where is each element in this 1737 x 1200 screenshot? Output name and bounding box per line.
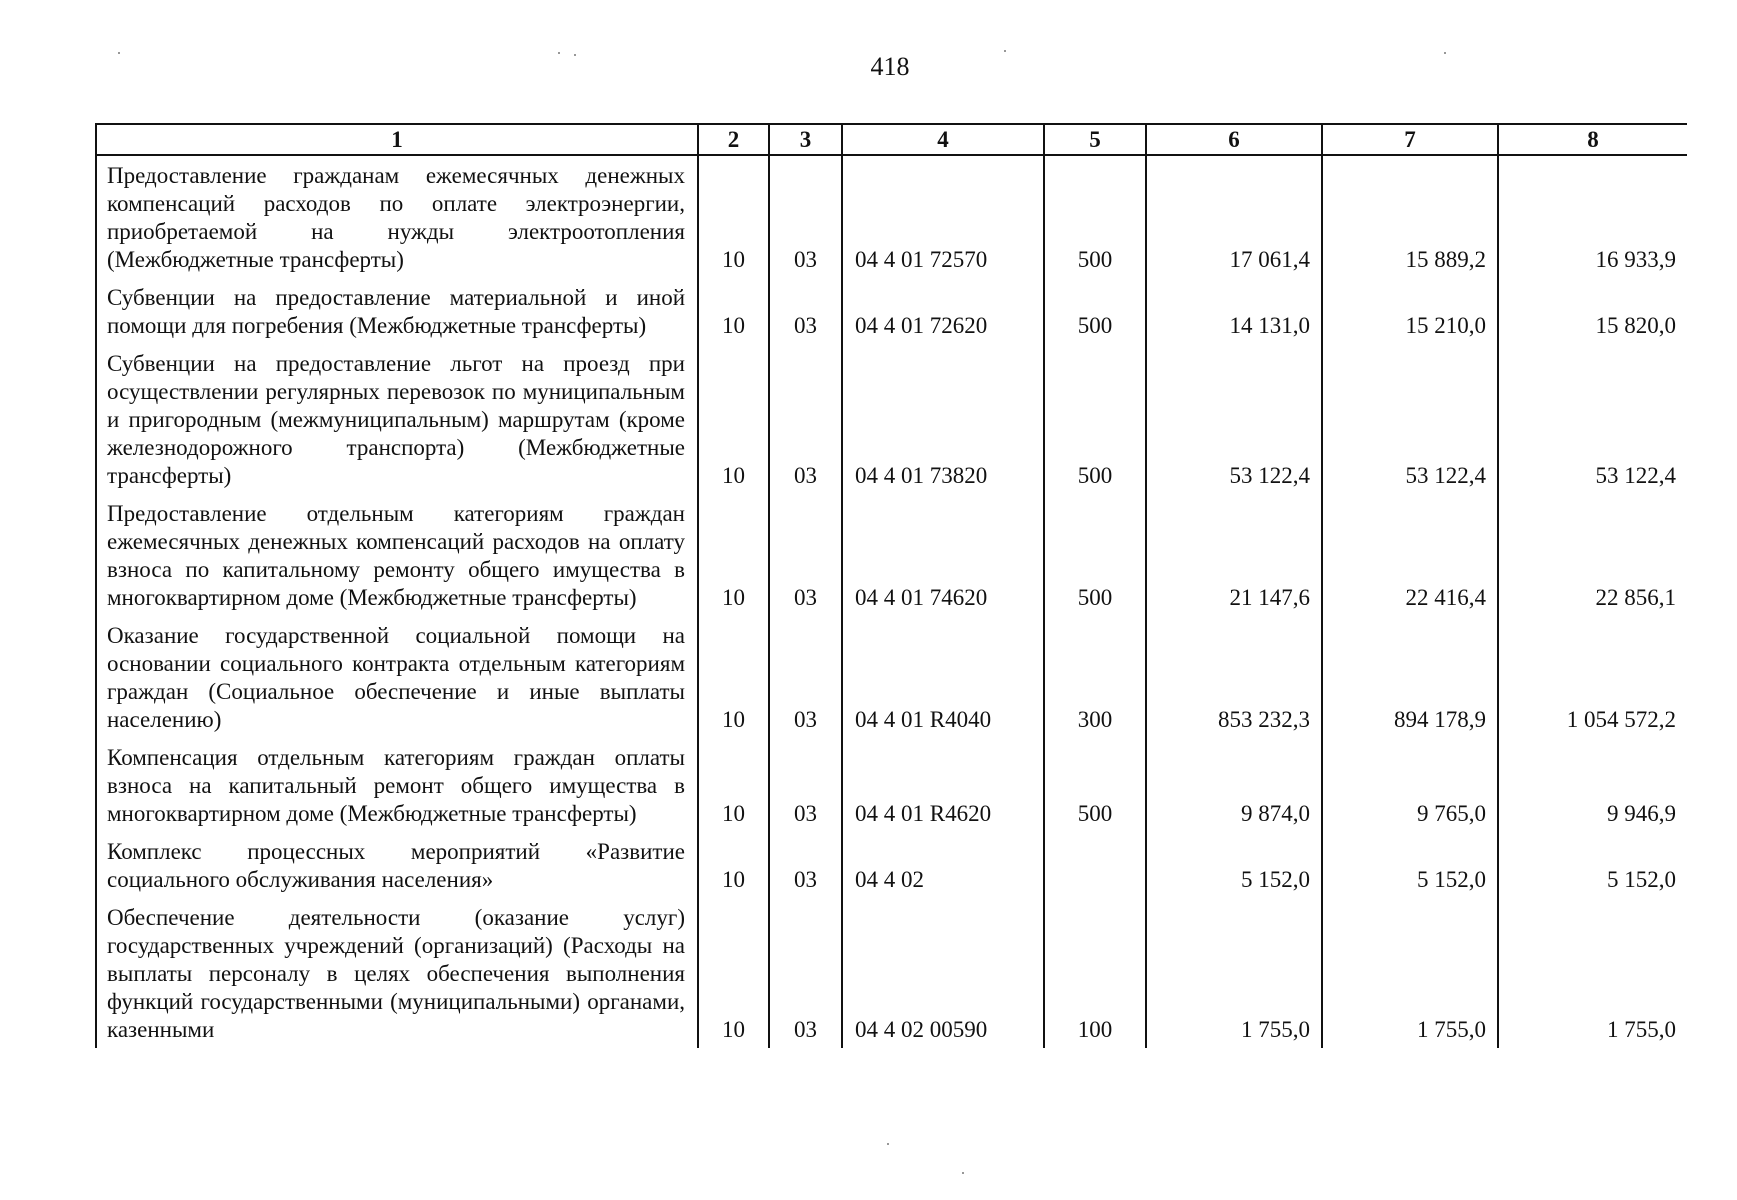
table-row: [96, 616, 1687, 738]
row-target-code: 04 4 01 72570: [842, 155, 1044, 278]
row-value-7: 5 152,0: [1322, 832, 1498, 898]
row-description: Обеспечение деятельности (оказание услуг) государственных учреждений (организаций) (Расходы на выплаты персоналу в целях обеспечения выполнения функций государственными (муниципальными) органами, казенными: [96, 898, 698, 1048]
row-description: Предоставление отдельным категориям граждан ежемесячных денежных компенсаций расходов на оплату взноса по капитальному ремонту общего имущества в многоквартирном доме (Межбюджетные трансферты): [96, 494, 698, 616]
row-expense-type: 500: [1044, 494, 1146, 616]
row-target-code: 04 4 01 R4620: [842, 738, 1044, 832]
row-target-code: 04 4 01 R4040: [842, 616, 1044, 738]
table-row: [96, 344, 1687, 494]
row-description: Предоставление гражданам ежемесячных денежных компенсаций расходов по оплате электроэнергии, приобретаемой на нужды электроотопления (Межбюджетные трансферты): [96, 155, 698, 278]
row-expense-type: 500: [1044, 344, 1146, 494]
row-value-6: 9 874,0: [1146, 738, 1322, 832]
table-row: [96, 832, 1687, 898]
row-expense-type: 300: [1044, 616, 1146, 738]
budget-table: [95, 123, 1687, 1048]
budget-table-container: [95, 123, 1687, 1129]
row-value-6: 5 152,0: [1146, 832, 1322, 898]
row-description: Оказание государственной социальной помощи на основании социального контракта отдельным категориям граждан (Социальное обеспечение и иные выплаты населению): [96, 616, 698, 738]
row-value-8: 16 933,9: [1498, 155, 1687, 278]
row-target-code: 04 4 01 74620: [842, 494, 1044, 616]
scan-speck: [574, 54, 576, 56]
row-subsection: 03: [769, 344, 842, 494]
row-section: 10: [698, 278, 769, 344]
row-value-7: 53 122,4: [1322, 344, 1498, 494]
scan-speck: [962, 1172, 964, 1174]
row-value-6: 53 122,4: [1146, 344, 1322, 494]
row-value-8: 22 856,1: [1498, 494, 1687, 616]
column-header-8: 8: [1498, 124, 1687, 155]
row-value-6: 853 232,3: [1146, 616, 1322, 738]
row-section: 10: [698, 155, 769, 278]
row-value-7: 15 889,2: [1322, 155, 1498, 278]
column-header-6: 6: [1146, 124, 1322, 155]
row-target-code: 04 4 02: [842, 832, 1044, 898]
row-description: Комплекс процессных мероприятий «Развитие социального обслуживания населения»: [96, 832, 698, 898]
row-value-8: 5 152,0: [1498, 832, 1687, 898]
table-row: [96, 494, 1687, 616]
column-header-2: 2: [698, 124, 769, 155]
row-subsection: 03: [769, 832, 842, 898]
row-value-7: 9 765,0: [1322, 738, 1498, 832]
table-row: [96, 738, 1687, 832]
table-header-row: [96, 124, 1687, 155]
row-section: 10: [698, 832, 769, 898]
row-value-7: 1 755,0: [1322, 898, 1498, 1048]
scan-speck: [1444, 52, 1446, 54]
scan-speck: [558, 52, 560, 54]
table-row: [96, 155, 1687, 278]
row-value-6: 17 061,4: [1146, 155, 1322, 278]
column-header-5: 5: [1044, 124, 1146, 155]
row-target-code: 04 4 01 73820: [842, 344, 1044, 494]
row-subsection: 03: [769, 898, 842, 1048]
row-description: Субвенции на предоставление льгот на проезд при осуществлении регулярных перевозок по муниципальным и пригородным (межмуниципальным) маршрутам (кроме железнодорожного транспорта) (Межбюджетные трансферты): [96, 344, 698, 494]
row-subsection: 03: [769, 278, 842, 344]
scan-speck: [118, 52, 120, 54]
column-header-4: 4: [842, 124, 1044, 155]
row-expense-type: 500: [1044, 278, 1146, 344]
row-value-7: 894 178,9: [1322, 616, 1498, 738]
row-section: 10: [698, 494, 769, 616]
row-description: Субвенции на предоставление материальной и иной помощи для погребения (Межбюджетные трансферты): [96, 278, 698, 344]
row-value-6: 14 131,0: [1146, 278, 1322, 344]
row-subsection: 03: [769, 494, 842, 616]
row-value-6: 1 755,0: [1146, 898, 1322, 1048]
page-number: 418: [870, 52, 910, 81]
row-expense-type: 500: [1044, 738, 1146, 832]
row-value-8: 1 054 572,2: [1498, 616, 1687, 738]
row-expense-type: [1044, 832, 1146, 898]
row-value-8: 53 122,4: [1498, 344, 1687, 494]
row-description: Компенсация отдельным категориям граждан оплаты взноса на капитальный ремонт общего имущества в многоквартирном доме (Межбюджетные трансферты): [96, 738, 698, 832]
row-value-6: 21 147,6: [1146, 494, 1322, 616]
row-value-8: 15 820,0: [1498, 278, 1687, 344]
row-value-8: 1 755,0: [1498, 898, 1687, 1048]
table-row: [96, 898, 1687, 1048]
row-value-7: 22 416,4: [1322, 494, 1498, 616]
table-row: [96, 278, 1687, 344]
row-section: 10: [698, 344, 769, 494]
row-subsection: 03: [769, 155, 842, 278]
row-target-code: 04 4 01 72620: [842, 278, 1044, 344]
column-header-3: 3: [769, 124, 842, 155]
scan-speck: [887, 1143, 889, 1145]
row-section: 10: [698, 738, 769, 832]
row-section: 10: [698, 898, 769, 1048]
column-header-7: 7: [1322, 124, 1498, 155]
row-subsection: 03: [769, 616, 842, 738]
row-expense-type: 500: [1044, 155, 1146, 278]
column-header-1: 1: [96, 124, 698, 155]
row-target-code: 04 4 02 00590: [842, 898, 1044, 1048]
row-subsection: 03: [769, 738, 842, 832]
row-value-7: 15 210,0: [1322, 278, 1498, 344]
row-expense-type: 100: [1044, 898, 1146, 1048]
scan-speck: [1004, 50, 1006, 52]
row-section: 10: [698, 616, 769, 738]
row-value-8: 9 946,9: [1498, 738, 1687, 832]
